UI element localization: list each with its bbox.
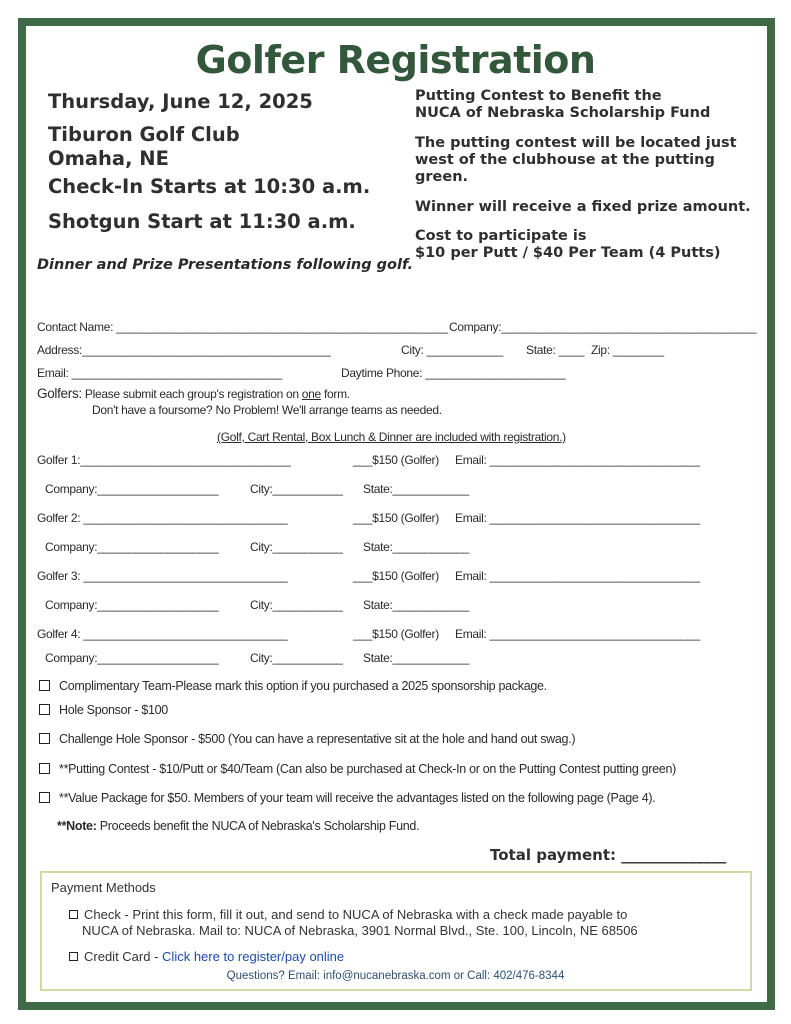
event-date: Thursday, June 12, 2025	[48, 90, 313, 113]
putting-heading	[415, 88, 710, 122]
check-payment-line2: NUCA of Nebraska. Mail to: NUCA of Nebraska, 3901 Normal Blvd., Ste. 100, Lincoln, NE 68506	[82, 923, 638, 938]
golfer-1-email-field[interactable]: Email: _________________________________	[455, 453, 700, 467]
hole-sponsor-checkbox[interactable]	[39, 704, 50, 715]
golfers-label: Golfers:	[37, 386, 82, 401]
golfer-4-name-field[interactable]: Golfer 4: ________________________________	[37, 627, 288, 641]
putting-location-line1: The putting contest will be located just	[415, 135, 737, 151]
company-field[interactable]: Company:________________________________________	[449, 320, 757, 334]
golfer-3-state-field[interactable]: State:____________	[363, 598, 470, 612]
check-payment-checkbox[interactable]	[69, 910, 78, 919]
golfer-3-name-field[interactable]: Golfer 3: ________________________________	[37, 569, 288, 583]
golfer-2-company-field[interactable]: Company:___________________	[45, 540, 219, 554]
putting-winner: Winner will receive a fixed prize amount.	[415, 199, 751, 215]
zip-field[interactable]: Zip: ________	[591, 343, 664, 357]
golfer-4-fee-field[interactable]: ___$150 (Golfer)	[353, 627, 439, 641]
golfers-note-end: form.	[323, 387, 350, 401]
golfer-1-city-field[interactable]: City:___________	[250, 482, 343, 496]
putting-cost-line2: $10 per Putt / $40 Per Team (4 Putts)	[415, 245, 721, 261]
putting-location-line3: green.	[415, 169, 469, 185]
golfer-2-state-field[interactable]: State:____________	[363, 540, 470, 554]
register-pay-online-link[interactable]: Click here to register/pay online	[162, 949, 345, 964]
address-field[interactable]: Address:_______________________________________	[37, 343, 331, 357]
golfers-note-one: one	[301, 387, 321, 401]
value-package-label: **Value Package for $50. Members of your team will receive the advantages listed on the following page (Page 4).	[59, 791, 656, 805]
golfer-4-city-field[interactable]: City:___________	[250, 651, 343, 665]
contact-name-field[interactable]: Contact Name: ____________________________________________________	[37, 320, 448, 334]
foursome-note: Don't have a foursome? No Problem! We'll arrange teams as needed.	[92, 403, 442, 417]
challenge-hole-sponsor-checkbox[interactable]	[39, 733, 50, 744]
event-dinner: Dinner and Prize Presentations following golf.	[37, 257, 414, 273]
golfers-note: Please submit each group's registration on	[84, 387, 299, 401]
note-label: **Note:	[57, 819, 97, 833]
page-title: Golfer Registration	[195, 38, 596, 82]
phone-field[interactable]: Daytime Phone: ______________________	[341, 366, 566, 380]
putting-cost	[415, 228, 720, 262]
payment-credit-option	[69, 949, 344, 964]
payment-check-option	[69, 907, 627, 922]
city-field[interactable]: City: ____________	[401, 343, 504, 357]
putting-contest-checkbox[interactable]	[39, 763, 50, 774]
golfer-2-email-field[interactable]: Email: _________________________________	[455, 511, 700, 525]
state-field[interactable]: State: ____	[526, 343, 585, 357]
golfer-3-email-field[interactable]: Email: _________________________________	[455, 569, 700, 583]
putting-contest-label: **Putting Contest - $10/Putt or $40/Team (Can also be purchased at Check-In or on the Putting Contest putting green)	[59, 762, 676, 776]
credit-card-checkbox[interactable]	[69, 952, 78, 961]
golfer-2-name-field[interactable]: Golfer 2: ________________________________	[37, 511, 288, 525]
included-note: (Golf, Cart Rental, Box Lunch & Dinner are included with registration.)	[217, 430, 566, 444]
event-city: Omaha, NE	[48, 147, 169, 170]
option-putting-contest	[39, 762, 676, 776]
golfer-3-company-field[interactable]: Company:___________________	[45, 598, 219, 612]
putting-location	[415, 135, 737, 186]
option-complimentary-team	[39, 679, 547, 693]
total-payment-field[interactable]: Total payment: ______________	[490, 846, 727, 864]
event-venue: Tiburon Golf Club	[48, 123, 240, 146]
questions-contact: Questions? Email: info@nucanebraska.com or Call: 402/476-8344	[226, 970, 565, 982]
event-checkin: Check-In Starts at 10:30 a.m.	[48, 175, 371, 198]
proceeds-note	[57, 819, 419, 833]
credit-card-label: Credit Card -	[84, 949, 159, 964]
option-value-package	[39, 791, 655, 805]
golfer-1-name-field[interactable]: Golfer 1:_________________________________	[37, 453, 291, 467]
option-hole-sponsor	[39, 703, 168, 717]
challenge-hole-sponsor-label: Challenge Hole Sponsor - $500 (You can have a representative sit at the hole and hand out swag.)	[59, 732, 576, 746]
option-challenge-hole-sponsor	[39, 732, 575, 746]
putting-heading-line2: NUCA of Nebraska Scholarship Fund	[415, 105, 711, 121]
golfer-2-city-field[interactable]: City:___________	[250, 540, 343, 554]
putting-location-line2: west of the clubhouse at the putting	[415, 152, 715, 168]
golfer-4-email-field[interactable]: Email: _________________________________	[455, 627, 700, 641]
golfer-1-company-field[interactable]: Company:___________________	[45, 482, 219, 496]
email-field[interactable]: Email: _________________________________	[37, 366, 282, 380]
golfer-4-company-field[interactable]: Company:___________________	[45, 651, 219, 665]
complimentary-team-label: Complimentary Team-Please mark this option if you purchased a 2025 sponsorship package.	[59, 679, 547, 693]
hole-sponsor-label: Hole Sponsor - $100	[59, 703, 168, 717]
payment-methods-heading: Payment Methods	[51, 880, 156, 895]
golfer-2-fee-field[interactable]: ___$150 (Golfer)	[353, 511, 439, 525]
putting-heading-line1: Putting Contest to Benefit the	[415, 88, 662, 104]
putting-cost-line1: Cost to participate is	[415, 228, 587, 244]
check-payment-line1: Check - Print this form, fill it out, and send to NUCA of Nebraska with a check made payable to	[84, 907, 628, 922]
golfer-1-fee-field[interactable]: ___$150 (Golfer)	[353, 453, 439, 467]
value-package-checkbox[interactable]	[39, 792, 50, 803]
complimentary-team-checkbox[interactable]	[39, 680, 50, 691]
golfer-1-state-field[interactable]: State:____________	[363, 482, 470, 496]
golfer-3-city-field[interactable]: City:___________	[250, 598, 343, 612]
golfer-3-fee-field[interactable]: ___$150 (Golfer)	[353, 569, 439, 583]
golfer-4-state-field[interactable]: State:____________	[363, 651, 470, 665]
golfers-instructions	[37, 386, 350, 401]
event-shotgun: Shotgun Start at 11:30 a.m.	[48, 210, 356, 233]
note-text: Proceeds benefit the NUCA of Nebraska's Scholarship Fund.	[99, 819, 420, 833]
